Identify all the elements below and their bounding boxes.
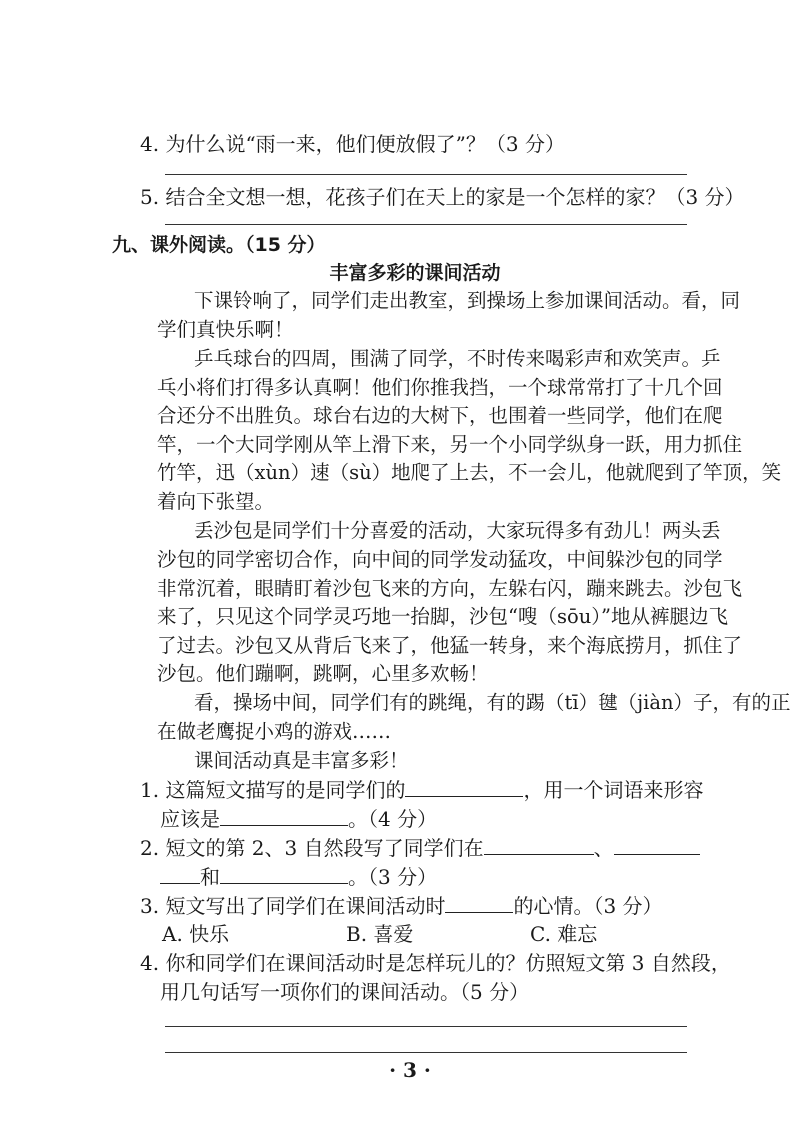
passage-line: 丢沙包是同学们十分喜爱的活动，大家玩得多有劲儿！两头丢 <box>194 519 721 542</box>
question-3: 3. 短文写出了同学们在课间活动时 的心情。（3 分） <box>140 894 663 918</box>
page-number: · 3 · <box>389 1058 431 1082</box>
blank-field[interactable] <box>220 805 348 826</box>
answer-line[interactable] <box>165 224 687 225</box>
question-5-prev: 5. 结合全文想一想，花孩子们在天上的家是一个怎样的家？（3 分） <box>140 185 745 209</box>
passage-line: 了过去。沙包又从背后飞来了，他猛一转身，来个海底捞月，抓住了 <box>157 634 743 657</box>
passage-line: 学们真快乐啊！ <box>157 318 294 341</box>
passage-line: 沙包。他们蹦啊，跳啊，心里多欢畅！ <box>157 662 489 685</box>
passage-line: 课间活动真是丰富多彩！ <box>194 749 409 772</box>
passage-line: 下课铃响了，同学们走出教室，到操场上参加课间活动。看，同 <box>194 289 741 312</box>
blank-field[interactable] <box>405 776 523 797</box>
option-c[interactable]: C. 难忘 <box>530 922 598 946</box>
answer-line[interactable] <box>165 1026 687 1027</box>
question-2-cont: 和 。（3 分） <box>160 861 437 890</box>
passage-line: 乒乓球台的四周，围满了同学，不时传来喝彩声和欢笑声。乒 <box>194 347 721 370</box>
question-4-prev: 4. 为什么说“雨一来，他们便放假了”？（3 分） <box>140 132 565 156</box>
passage-line: 在做老鹰捉小鸡的游戏…… <box>157 720 392 743</box>
blank-field[interactable] <box>484 834 594 855</box>
blank-field[interactable] <box>220 863 348 884</box>
passage-line: 非常沉着，眼睛盯着沙包飞来的方向，左躲右闪，蹦来跳去。沙包飞 <box>157 577 743 600</box>
section-heading: 九、课外阅读。（15 分） <box>112 234 326 256</box>
blank-field[interactable] <box>160 863 200 884</box>
passage-line: 合还分不出胜负。球台右边的大树下，也围着一些同学，他们在爬 <box>157 404 723 427</box>
question-4: 4. 你和同学们在课间活动时是怎样玩儿的？仿照短文第 3 自然段， <box>140 951 731 975</box>
blank-field[interactable] <box>614 834 700 855</box>
answer-line[interactable] <box>165 174 687 175</box>
passage-line: 看，操场中间，同学们有的跳绳，有的踢（tī）毽（jiàn）子，有的正 <box>194 691 791 714</box>
passage-line: 乓小将们打得多认真啊！他们你推我挡，一个球常常打了十几个回 <box>157 376 723 399</box>
option-a[interactable]: A. 快乐 <box>162 922 230 946</box>
option-b[interactable]: B. 喜爱 <box>346 922 414 946</box>
passage-line: 竹竿，迅（xùn）速（sù）地爬了上去，不一会儿，他就爬到了竿顶，笑 <box>157 461 782 484</box>
passage-title: 丰富多彩的课间活动 <box>329 262 501 284</box>
passage-line: 着向下张望。 <box>157 490 275 513</box>
question-2: 2. 短文的第 2、3 自然段写了同学们在 、 <box>140 832 700 861</box>
question-1-cont: 应该是 。（4 分） <box>160 807 438 831</box>
answer-line[interactable] <box>165 1052 687 1053</box>
passage-line: 来了，只见这个同学灵巧地一抬脚，沙包“嗖（sōu）”地从裤腿边飞 <box>157 605 728 628</box>
passage-line: 竿，一个大同学刚从竿上滑下来，另一个小同学纵身一跃，用力抓住 <box>157 433 743 456</box>
question-4-cont: 用几句话写一项你们的课间活动。（5 分） <box>160 980 530 1004</box>
blank-field[interactable] <box>445 892 513 913</box>
passage-line: 沙包的同学密切合作，向中间的同学发动猛攻，中间躲沙包的同学 <box>157 548 723 571</box>
question-1: 1. 这篇短文描写的是同学们的 ，用一个词语来形容 <box>140 778 704 802</box>
